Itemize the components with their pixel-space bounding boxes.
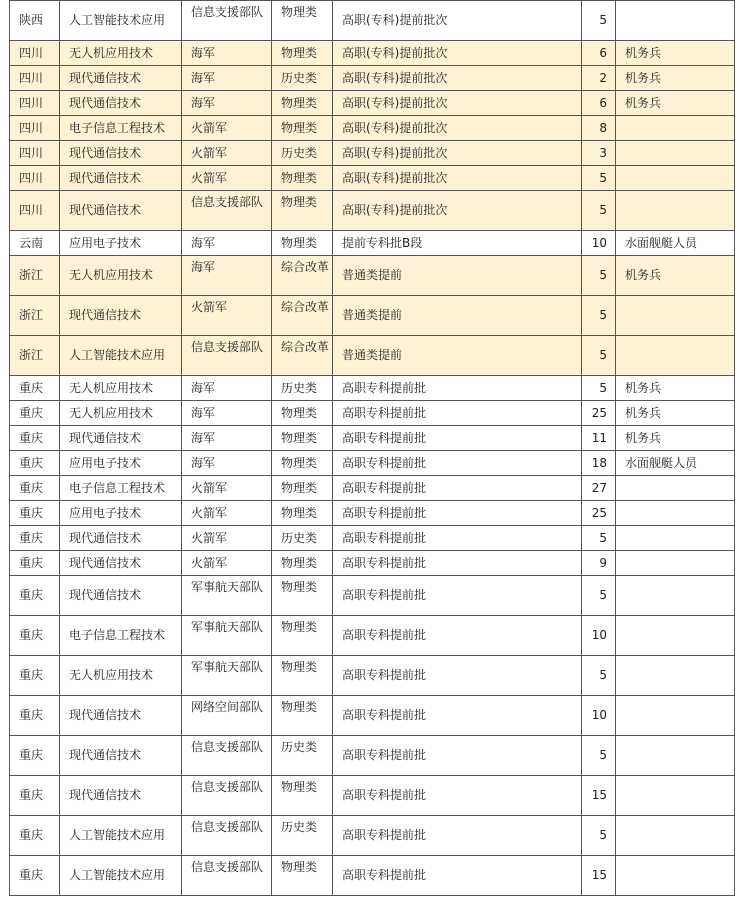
cell-region: 四川	[10, 91, 60, 116]
cell-branch: 火箭军	[182, 296, 272, 336]
cell-count: 18	[582, 451, 616, 476]
cell-category: 物理类	[272, 576, 333, 616]
cell-branch: 火箭军	[182, 551, 272, 576]
cell-major: 现代通信技术	[60, 191, 182, 231]
cell-batch: 高职专科提前批	[333, 426, 582, 451]
table-row	[10, 501, 735, 526]
cell-note: 机务兵	[616, 256, 735, 296]
cell-branch: 海军	[182, 376, 272, 401]
cell-note	[616, 776, 735, 816]
cell-major: 人工智能技术应用	[60, 1, 182, 41]
cell-note: 机务兵	[616, 41, 735, 66]
cell-category: 历史类	[272, 376, 333, 401]
table-row	[10, 116, 735, 141]
cell-branch: 火箭军	[182, 476, 272, 501]
cell-note	[616, 116, 735, 141]
cell-major: 现代通信技术	[60, 66, 182, 91]
cell-batch: 高职(专科)提前批次	[333, 66, 582, 91]
cell-category: 物理类	[272, 166, 333, 191]
cell-count: 6	[582, 41, 616, 66]
cell-major: 应用电子技术	[60, 451, 182, 476]
cell-note	[616, 296, 735, 336]
table-row	[10, 191, 735, 231]
cell-count: 2	[582, 66, 616, 91]
cell-branch: 信息支援部队	[182, 736, 272, 776]
cell-batch: 高职专科提前批	[333, 551, 582, 576]
cell-batch: 高职专科提前批	[333, 501, 582, 526]
cell-note	[616, 736, 735, 776]
cell-batch: 高职(专科)提前批次	[333, 191, 582, 231]
cell-count: 5	[582, 816, 616, 856]
table-row	[10, 551, 735, 576]
cell-region: 重庆	[10, 696, 60, 736]
cell-category: 物理类	[272, 116, 333, 141]
table-row	[10, 296, 735, 336]
cell-batch: 高职专科提前批	[333, 526, 582, 551]
cell-category: 物理类	[272, 476, 333, 501]
cell-note	[616, 141, 735, 166]
cell-category: 历史类	[272, 816, 333, 856]
cell-note	[616, 526, 735, 551]
table-row	[10, 41, 735, 66]
cell-major: 无人机应用技术	[60, 656, 182, 696]
table-row	[10, 736, 735, 776]
cell-count: 5	[582, 576, 616, 616]
cell-count: 5	[582, 736, 616, 776]
table-row	[10, 231, 735, 256]
cell-region: 浙江	[10, 296, 60, 336]
cell-count: 10	[582, 616, 616, 656]
cell-category: 物理类	[272, 91, 333, 116]
cell-branch: 军事航天部队	[182, 576, 272, 616]
table-row	[10, 816, 735, 856]
cell-batch: 高职专科提前批	[333, 451, 582, 476]
cell-note: 水面舰艇人员	[616, 451, 735, 476]
cell-region: 云南	[10, 231, 60, 256]
cell-major: 现代通信技术	[60, 696, 182, 736]
cell-category: 物理类	[272, 656, 333, 696]
cell-region: 重庆	[10, 736, 60, 776]
cell-major: 现代通信技术	[60, 551, 182, 576]
cell-category: 综合改革	[272, 256, 333, 296]
cell-count: 9	[582, 551, 616, 576]
cell-major: 现代通信技术	[60, 576, 182, 616]
cell-batch: 高职(专科)提前批次	[333, 1, 582, 41]
cell-branch: 火箭军	[182, 501, 272, 526]
cell-region: 重庆	[10, 401, 60, 426]
cell-major: 电子信息工程技术	[60, 616, 182, 656]
cell-category: 综合改革	[272, 296, 333, 336]
cell-branch: 海军	[182, 401, 272, 426]
cell-region: 重庆	[10, 376, 60, 401]
cell-batch: 高职专科提前批	[333, 696, 582, 736]
cell-region: 四川	[10, 191, 60, 231]
cell-count: 5	[582, 336, 616, 376]
cell-region: 重庆	[10, 656, 60, 696]
cell-major: 无人机应用技术	[60, 256, 182, 296]
table-row	[10, 256, 735, 296]
cell-batch: 高职专科提前批	[333, 776, 582, 816]
cell-batch: 高职(专科)提前批次	[333, 116, 582, 141]
cell-batch: 高职(专科)提前批次	[333, 166, 582, 191]
cell-category: 历史类	[272, 736, 333, 776]
cell-count: 10	[582, 696, 616, 736]
cell-category: 物理类	[272, 856, 333, 896]
cell-category: 物理类	[272, 616, 333, 656]
cell-count: 5	[582, 166, 616, 191]
cell-major: 无人机应用技术	[60, 376, 182, 401]
cell-count: 15	[582, 776, 616, 816]
cell-batch: 普通类提前	[333, 336, 582, 376]
cell-batch: 高职(专科)提前批次	[333, 91, 582, 116]
cell-batch: 高职专科提前批	[333, 616, 582, 656]
cell-major: 现代通信技术	[60, 526, 182, 551]
cell-region: 浙江	[10, 256, 60, 296]
cell-category: 物理类	[272, 501, 333, 526]
cell-region: 重庆	[10, 816, 60, 856]
cell-note	[616, 191, 735, 231]
cell-category: 历史类	[272, 141, 333, 166]
cell-major: 应用电子技术	[60, 501, 182, 526]
cell-branch: 火箭军	[182, 116, 272, 141]
cell-branch: 海军	[182, 41, 272, 66]
cell-major: 现代通信技术	[60, 776, 182, 816]
cell-branch: 军事航天部队	[182, 616, 272, 656]
table-row	[10, 1, 735, 41]
cell-major: 人工智能技术应用	[60, 816, 182, 856]
cell-count: 25	[582, 401, 616, 426]
cell-region: 四川	[10, 166, 60, 191]
cell-major: 现代通信技术	[60, 736, 182, 776]
cell-batch: 提前专科批B段	[333, 231, 582, 256]
cell-category: 物理类	[272, 426, 333, 451]
cell-major: 现代通信技术	[60, 141, 182, 166]
cell-count: 5	[582, 1, 616, 41]
table-row	[10, 141, 735, 166]
cell-count: 5	[582, 296, 616, 336]
cell-category: 综合改革	[272, 336, 333, 376]
table-row	[10, 856, 735, 896]
cell-count: 10	[582, 231, 616, 256]
cell-branch: 信息支援部队	[182, 856, 272, 896]
cell-category: 物理类	[272, 551, 333, 576]
cell-batch: 高职(专科)提前批次	[333, 141, 582, 166]
table-row	[10, 616, 735, 656]
cell-batch: 高职专科提前批	[333, 476, 582, 501]
cell-batch: 高职(专科)提前批次	[333, 41, 582, 66]
cell-branch: 信息支援部队	[182, 191, 272, 231]
cell-region: 重庆	[10, 856, 60, 896]
cell-category: 物理类	[272, 696, 333, 736]
cell-note: 机务兵	[616, 91, 735, 116]
cell-category: 物理类	[272, 191, 333, 231]
cell-batch: 高职专科提前批	[333, 376, 582, 401]
cell-batch: 普通类提前	[333, 296, 582, 336]
table-body	[10, 1, 735, 896]
cell-region: 重庆	[10, 616, 60, 656]
table-row	[10, 336, 735, 376]
cell-note	[616, 696, 735, 736]
cell-batch: 高职专科提前批	[333, 656, 582, 696]
cell-note	[616, 816, 735, 856]
cell-note	[616, 616, 735, 656]
cell-count: 3	[582, 141, 616, 166]
table-row	[10, 776, 735, 816]
cell-branch: 火箭军	[182, 526, 272, 551]
cell-category: 物理类	[272, 451, 333, 476]
cell-branch: 信息支援部队	[182, 336, 272, 376]
table-row	[10, 376, 735, 401]
cell-note	[616, 576, 735, 616]
enrollment-table	[9, 0, 735, 896]
table-row	[10, 656, 735, 696]
cell-region: 四川	[10, 66, 60, 91]
cell-category: 物理类	[272, 1, 333, 41]
cell-count: 5	[582, 191, 616, 231]
cell-batch: 高职专科提前批	[333, 576, 582, 616]
cell-major: 人工智能技术应用	[60, 336, 182, 376]
cell-count: 6	[582, 91, 616, 116]
cell-major: 无人机应用技术	[60, 401, 182, 426]
cell-batch: 高职专科提前批	[333, 736, 582, 776]
cell-branch: 军事航天部队	[182, 656, 272, 696]
cell-count: 27	[582, 476, 616, 501]
table-row	[10, 696, 735, 736]
cell-major: 应用电子技术	[60, 231, 182, 256]
cell-note: 水面舰艇人员	[616, 231, 735, 256]
cell-branch: 海军	[182, 256, 272, 296]
table-row	[10, 401, 735, 426]
cell-category: 历史类	[272, 526, 333, 551]
cell-note: 机务兵	[616, 401, 735, 426]
cell-batch: 高职专科提前批	[333, 856, 582, 896]
cell-major: 电子信息工程技术	[60, 116, 182, 141]
table-row	[10, 451, 735, 476]
cell-batch: 普通类提前	[333, 256, 582, 296]
cell-major: 现代通信技术	[60, 91, 182, 116]
cell-count: 5	[582, 256, 616, 296]
cell-category: 历史类	[272, 66, 333, 91]
cell-region: 重庆	[10, 526, 60, 551]
cell-note	[616, 166, 735, 191]
cell-region: 重庆	[10, 576, 60, 616]
cell-major: 电子信息工程技术	[60, 476, 182, 501]
table-row	[10, 66, 735, 91]
cell-note	[616, 476, 735, 501]
cell-region: 四川	[10, 116, 60, 141]
table-row	[10, 476, 735, 501]
cell-count: 15	[582, 856, 616, 896]
table-row	[10, 526, 735, 551]
cell-branch: 火箭军	[182, 166, 272, 191]
cell-region: 重庆	[10, 776, 60, 816]
cell-region: 四川	[10, 141, 60, 166]
cell-count: 5	[582, 376, 616, 401]
cell-region: 重庆	[10, 501, 60, 526]
cell-branch: 海军	[182, 426, 272, 451]
cell-note: 机务兵	[616, 66, 735, 91]
cell-branch: 海军	[182, 66, 272, 91]
cell-category: 物理类	[272, 776, 333, 816]
table-row	[10, 576, 735, 616]
cell-count: 11	[582, 426, 616, 451]
cell-note	[616, 551, 735, 576]
table-row	[10, 91, 735, 116]
cell-count: 5	[582, 526, 616, 551]
cell-branch: 信息支援部队	[182, 776, 272, 816]
cell-note	[616, 336, 735, 376]
cell-branch: 海军	[182, 451, 272, 476]
cell-region: 重庆	[10, 426, 60, 451]
cell-region: 重庆	[10, 476, 60, 501]
cell-major: 现代通信技术	[60, 426, 182, 451]
cell-region: 重庆	[10, 451, 60, 476]
cell-branch: 信息支援部队	[182, 816, 272, 856]
cell-category: 物理类	[272, 41, 333, 66]
cell-note	[616, 656, 735, 696]
cell-note	[616, 1, 735, 41]
cell-major: 现代通信技术	[60, 296, 182, 336]
cell-major: 现代通信技术	[60, 166, 182, 191]
cell-major: 无人机应用技术	[60, 41, 182, 66]
cell-branch: 海军	[182, 231, 272, 256]
cell-branch: 网络空间部队	[182, 696, 272, 736]
cell-branch: 海军	[182, 91, 272, 116]
cell-note	[616, 501, 735, 526]
table-row	[10, 426, 735, 451]
cell-region: 重庆	[10, 551, 60, 576]
table-row	[10, 166, 735, 191]
cell-category: 物理类	[272, 401, 333, 426]
cell-batch: 高职专科提前批	[333, 816, 582, 856]
cell-major: 人工智能技术应用	[60, 856, 182, 896]
cell-note: 机务兵	[616, 376, 735, 401]
cell-note: 机务兵	[616, 426, 735, 451]
cell-region: 浙江	[10, 336, 60, 376]
cell-region: 四川	[10, 41, 60, 66]
cell-branch: 信息支援部队	[182, 1, 272, 41]
cell-count: 5	[582, 656, 616, 696]
cell-category: 物理类	[272, 231, 333, 256]
cell-note	[616, 856, 735, 896]
cell-count: 25	[582, 501, 616, 526]
cell-batch: 高职专科提前批	[333, 401, 582, 426]
cell-region: 陕西	[10, 1, 60, 41]
cell-branch: 火箭军	[182, 141, 272, 166]
cell-count: 8	[582, 116, 616, 141]
